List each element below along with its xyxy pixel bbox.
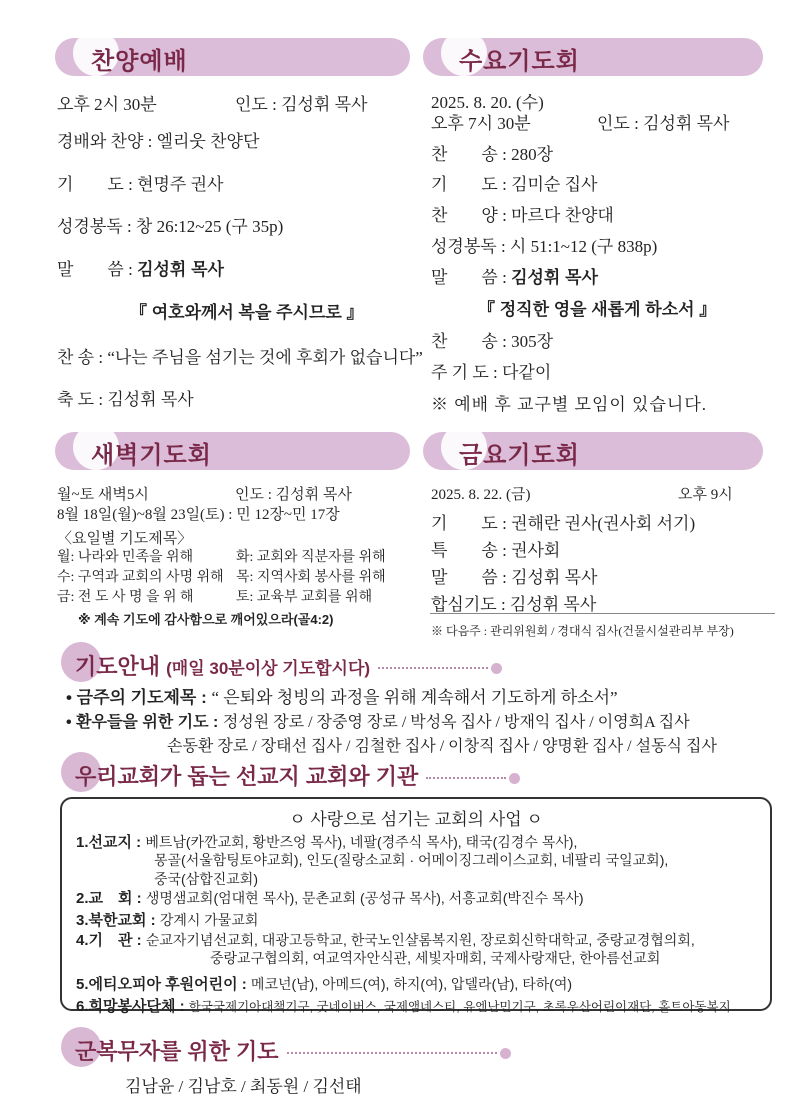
reading: 성경봉독 : 창 26:12~25 (구 35p) [57, 217, 284, 236]
choir: 찬 양 : 마르다 찬양대 [431, 206, 614, 225]
section-title: 금요기도회 [459, 442, 580, 469]
unison-prayer: 합심기도 : 김성휘 목사 [431, 595, 597, 614]
date: 2025. 8. 20. (수) [431, 93, 544, 112]
special-song: 특 송 : 권사회 [431, 541, 561, 560]
mission-item: 3.북한교회 : 강계시 가물교회 [76, 912, 259, 929]
time: 오후 9시 [678, 487, 733, 503]
mission-item: 5.에티오피아 후원어린이 : 메코넌(남), 아메드(여), 하지(여), 압델라(남), 타하(여) [76, 976, 573, 993]
leader: 인도 : 김성휘 목사 [597, 114, 730, 133]
schedule: 8월 18일(월)~8월 23일(토) : 민 12장~민 17장 [57, 507, 340, 523]
topic: 금: 전 도 사 명 을 위 해 [57, 590, 194, 605]
sunday-header [55, 38, 410, 76]
note: ※ 예배 후 교구별 모임이 있습니다. [431, 395, 707, 414]
topic: 월: 나라와 민족을 위해 [57, 550, 194, 565]
section-title: 찬양예배 [91, 48, 188, 75]
sermon: 말 씀 : 김성휘 목사 [431, 568, 598, 587]
box-title: ㅇ 사랑으로 섬기는 교회의 사업 ㅇ [289, 810, 543, 829]
weekly-topic: • 금주의 기도제목 : “ 은퇴와 청빙의 과정을 위해 계속해서 기도하게 하소서” [66, 688, 618, 707]
prayer: 기 도 : 권해란 권사(권사회 서기) [431, 514, 696, 533]
hymn: 찬 송 : 280장 [431, 145, 553, 164]
next-week-note: ※ 다음주 : 관리위원회 / 경대식 집사(건물시설관리부 부장) [431, 624, 734, 638]
sermon-title: 『 여호와께서 복을 주시므로 』 [130, 303, 364, 322]
time: 오후 7시 30분 [431, 114, 531, 133]
section-title: 수요기도회 [459, 48, 580, 75]
hymn: 찬 송 : 305장 [431, 332, 553, 351]
lords-prayer: 주 기 도 : 다같이 [431, 363, 552, 382]
benediction: 축 도 : 김성휘 목사 [57, 390, 194, 409]
section-title: 새벽기도회 [91, 442, 212, 469]
leader: 인도 : 김성휘 목사 [235, 487, 352, 503]
verse: ※ 계속 기도에 감사함으로 깨어있으라(골4:2) [78, 612, 334, 627]
mission-item: 4.기 관 : 순교자기념선교회, 대광고등학교, 한국노인샬롬복지원, 장로회신학대학교, 중랑교경협의회, [76, 932, 695, 949]
sermon: 말 씀 : 김성휘 목사 [431, 268, 598, 287]
wednesday-header [423, 38, 763, 76]
topic: 토: 교육부 교회를 위해 [236, 590, 373, 605]
leader: 인도 : 김성휘 목사 [235, 95, 368, 114]
mission-item: 몽골(서울함팅토야교회), 인도(질랑소교회 · 어메이징그레이스교회, 네팔리 국일교회), [154, 852, 669, 868]
prayer: 기 도 : 김미순 집사 [431, 175, 598, 194]
topic: 수: 구역과 교회의 사명 위해 [57, 570, 224, 585]
time: 오후 2시 30분 [57, 95, 157, 114]
mission-item: 6.희망봉사단체 : 한국국제기아대책기구, 굿네이버스, 국제앰네스티, 유엔난민기구, 초록우산어린이재단, 홀트아동복지 [76, 998, 731, 1015]
sick-prayer: • 환우들을 위한 기도 : 정성원 장로 / 장중영 장로 / 박성옥 집사 / 방재익 집사 / 이영희A 집사 [66, 714, 690, 731]
reading: 성경봉독 : 시 51:1~12 (구 838p) [431, 237, 658, 256]
dawn-header [55, 432, 410, 470]
worship: 경배와 찬양 : 엘리웃 찬양단 [57, 132, 260, 151]
divider [430, 613, 775, 614]
mission-item: 중국(삼합진교회) [154, 871, 258, 887]
sermon-title: 『 정직한 영을 새롭게 하소서 』 [478, 300, 717, 319]
prayer-guide-heading: 기도안내 (매일 30분이상 기도합시다) [75, 650, 502, 681]
topics-title: 〈요일별 기도제목〉 [57, 531, 193, 547]
topic: 화: 교회와 직분자를 위해 [236, 550, 386, 565]
military-heading: 군복무자를 위한 기도 [75, 1035, 511, 1066]
prayer: 기 도 : 현명주 권사 [57, 175, 224, 194]
mission-item: 2.교 회 : 생명샘교회(엄대현 목사), 문촌교회 (공성규 목사), 서흥교회(박진수 목사) [76, 890, 584, 907]
sick-prayer-cont: 손동환 장로 / 장태선 집사 / 김철한 집사 / 이창직 집사 / 양명환 집사 / 설동식 집사 [167, 738, 717, 755]
missions-box [60, 797, 772, 1015]
hymn: 찬 송 : “나는 주님을 섬기는 것에 후회가 없습니다” [57, 348, 423, 367]
missions-heading: 우리교회가 돕는 선교지 교회와 기관 [75, 760, 520, 791]
topic: 목: 지역사회 봉사를 위해 [236, 570, 386, 585]
date: 2025. 8. 22. (금) [431, 487, 531, 503]
mission-item: 1.선교지 : 베트남(카깐교회, 황반즈엉 목사), 네팔(경주식 목사), 태국(김경수 목사), [76, 834, 578, 851]
time: 월~토 새벽5시 [57, 487, 149, 503]
mission-item: 중랑교구협의회, 여교역자안식관, 세빛자매회, 국제사랑재단, 한아름선교회 [210, 950, 661, 966]
sermon: 말 씀 : 김성휘 목사 [57, 260, 224, 279]
military-names: 김남윤 / 김남호 / 최동원 / 김선태 [125, 1077, 362, 1096]
friday-header [423, 432, 763, 470]
